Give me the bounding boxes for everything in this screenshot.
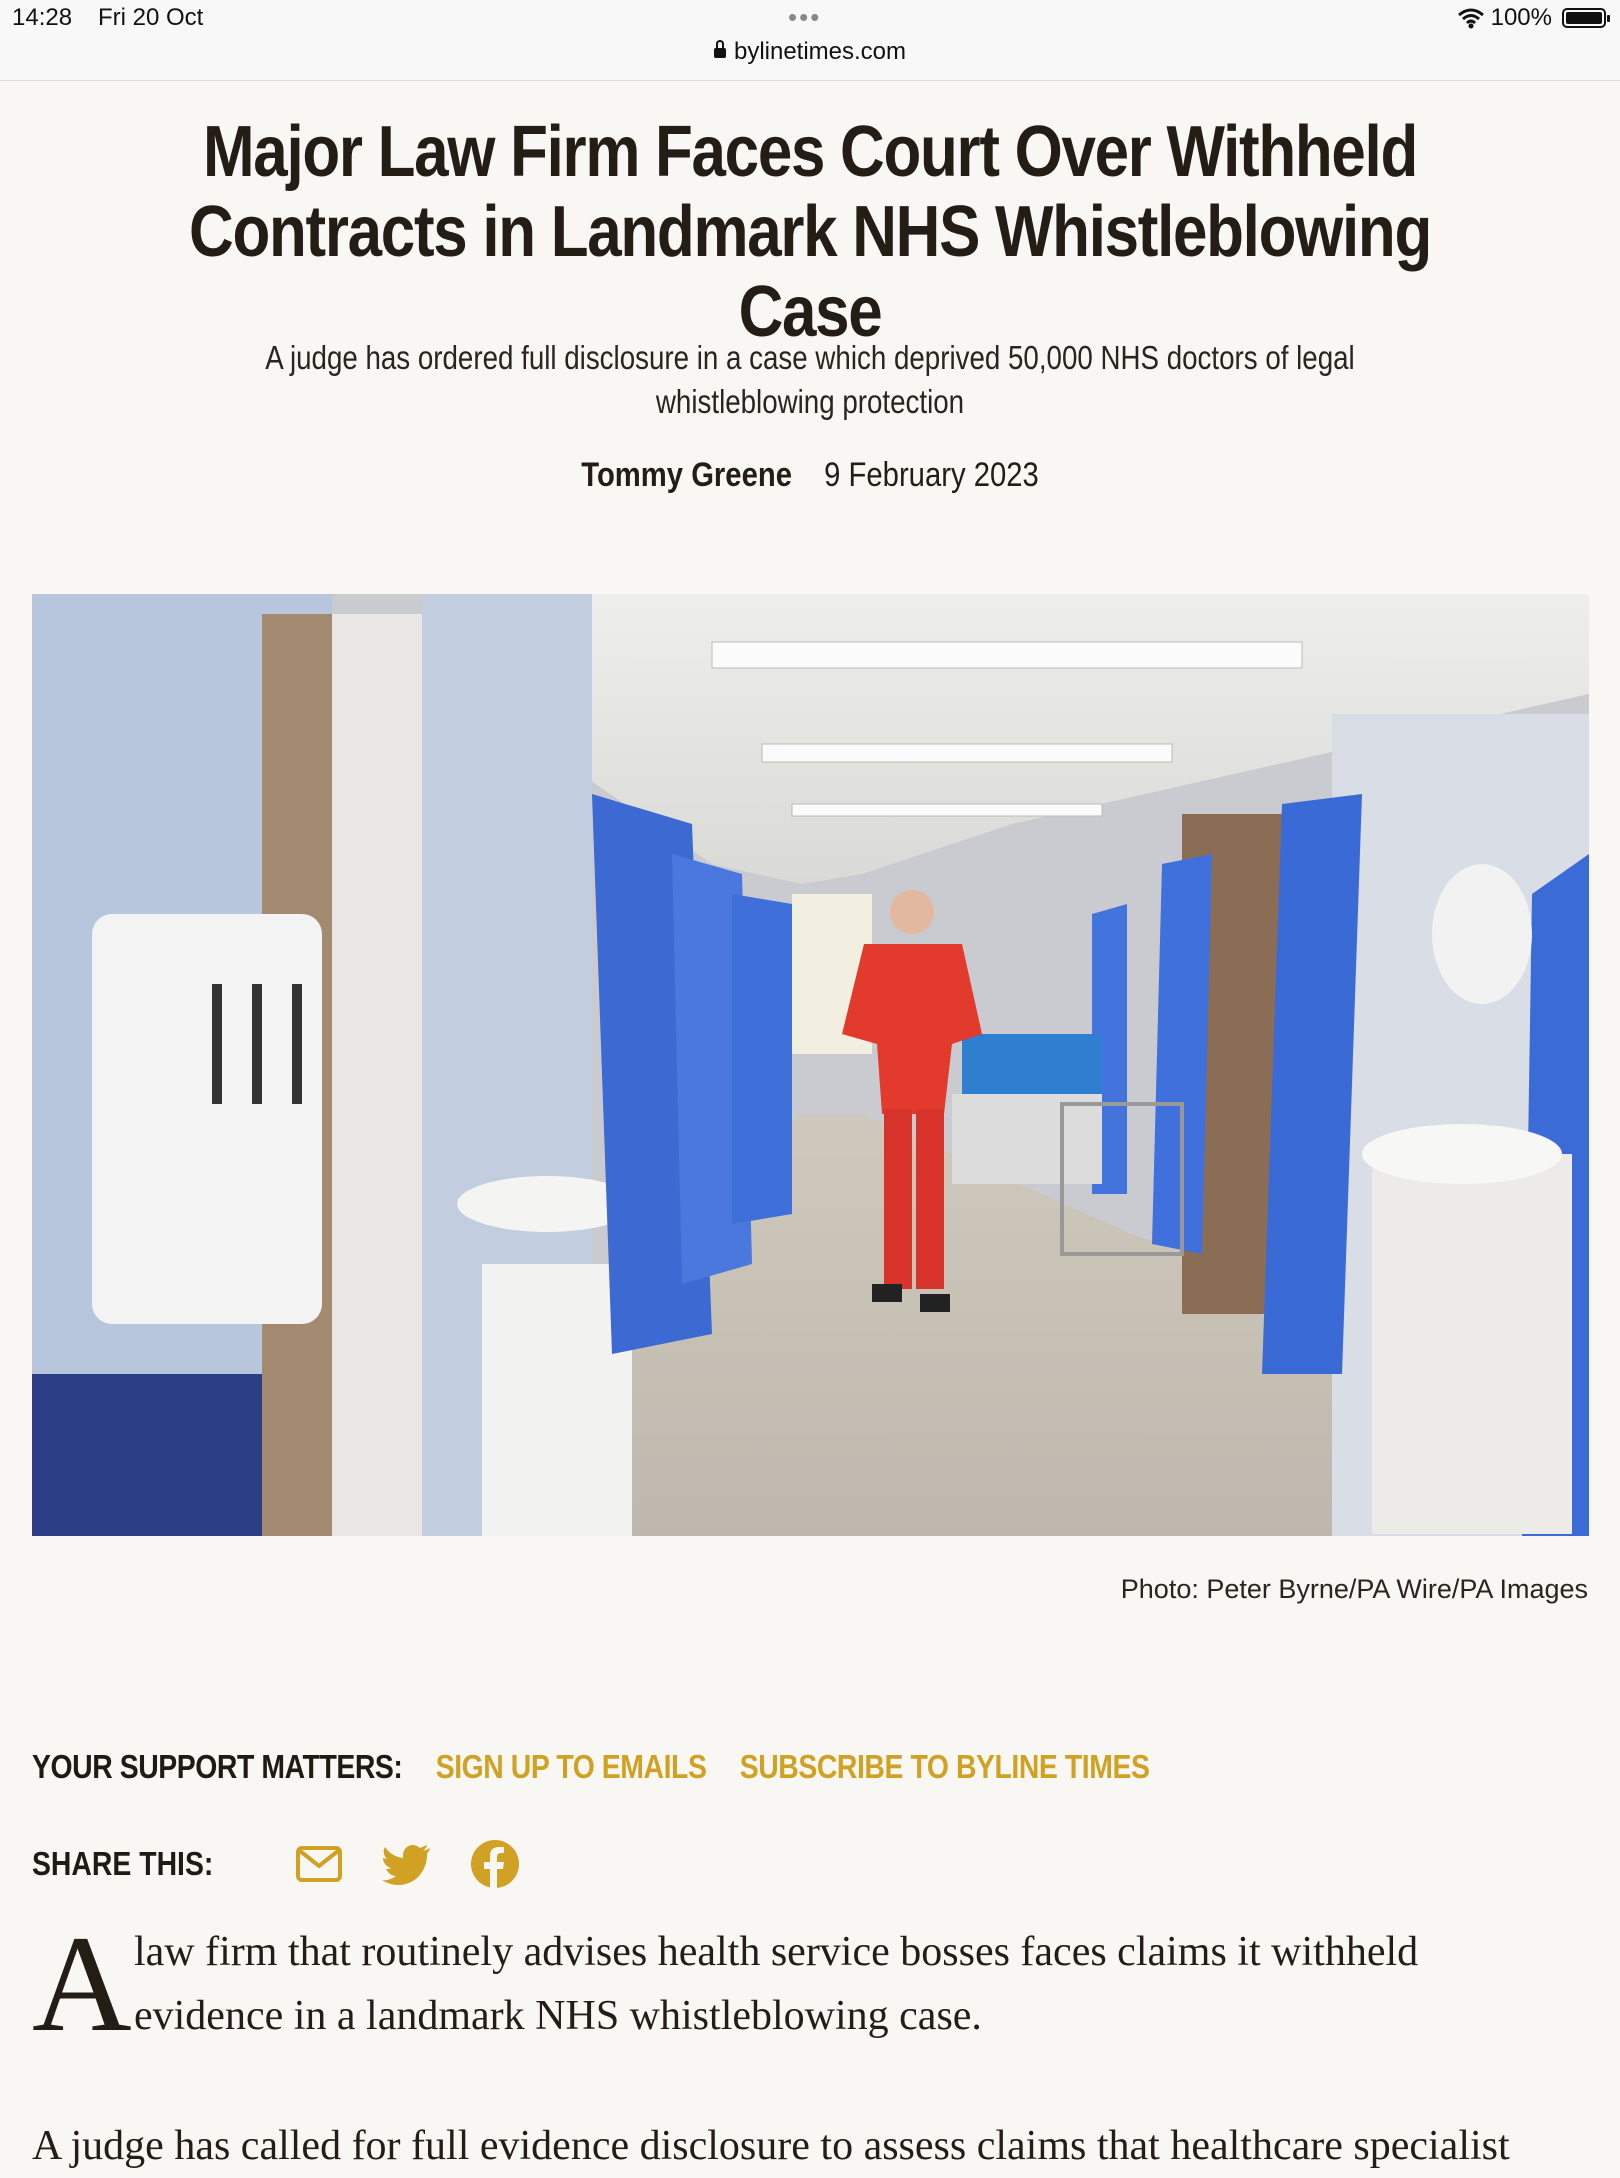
- support-label: YOUR SUPPORT MATTERS:: [32, 1748, 403, 1785]
- share-label: SHARE THIS:: [32, 1845, 214, 1882]
- facebook-icon[interactable]: [469, 1838, 521, 1890]
- subscribe-link[interactable]: SUBSCRIBE TO BYLINE TIMES: [739, 1748, 1150, 1785]
- sign-up-emails-link[interactable]: SIGN UP TO EMAILS: [435, 1748, 707, 1785]
- status-bar: [0, 0, 1620, 81]
- clock: 14:28: [12, 4, 73, 31]
- battery-icon: [1562, 8, 1606, 28]
- article-dek: A judge has ordered full disclosure in a case which deprived 50,000 NHS doctors of legal whistleblowing protection: [265, 339, 1355, 420]
- url-text: bylinetimes.com: [733, 38, 907, 65]
- publish-date: 9 February 2023: [824, 456, 1039, 494]
- wifi-icon: [1457, 7, 1485, 29]
- lock-icon: [714, 48, 726, 58]
- lede-paragraph: [32, 1907, 1572, 2060]
- article-photo: [32, 594, 1589, 1536]
- drop-cap: A: [32, 1907, 132, 2060]
- byline: [113, 456, 1506, 495]
- share-row: [32, 1838, 521, 1890]
- support-row: [32, 1748, 1175, 1786]
- photo-caption: Photo: Peter Byrne/PA Wire/PA Images: [1120, 1574, 1588, 1604]
- twitter-icon[interactable]: [381, 1838, 433, 1890]
- article-headline: Major Law Firm Faces Court Over Withheld Contracts in Landmark NHS Whistleblowing Case: [189, 112, 1431, 352]
- address-bar[interactable]: [0, 38, 1620, 66]
- lede-text: law firm that routinely advises health service bosses faces claims it withheld evidence in a landmark NHS whistleblowing case.: [134, 1929, 1419, 2039]
- status-indicators: [1457, 4, 1606, 32]
- author-link[interactable]: Tommy Greene: [581, 456, 792, 494]
- body-paragraph: A judge has called for full evidence disclosure to assess claims that healthcare specialist: [32, 2123, 1510, 2169]
- multitask-dots-icon[interactable]: •••: [788, 2, 822, 32]
- date: Fri 20 Oct: [98, 4, 204, 31]
- mail-icon[interactable]: [293, 1838, 345, 1890]
- battery-percent: 100%: [1490, 4, 1552, 31]
